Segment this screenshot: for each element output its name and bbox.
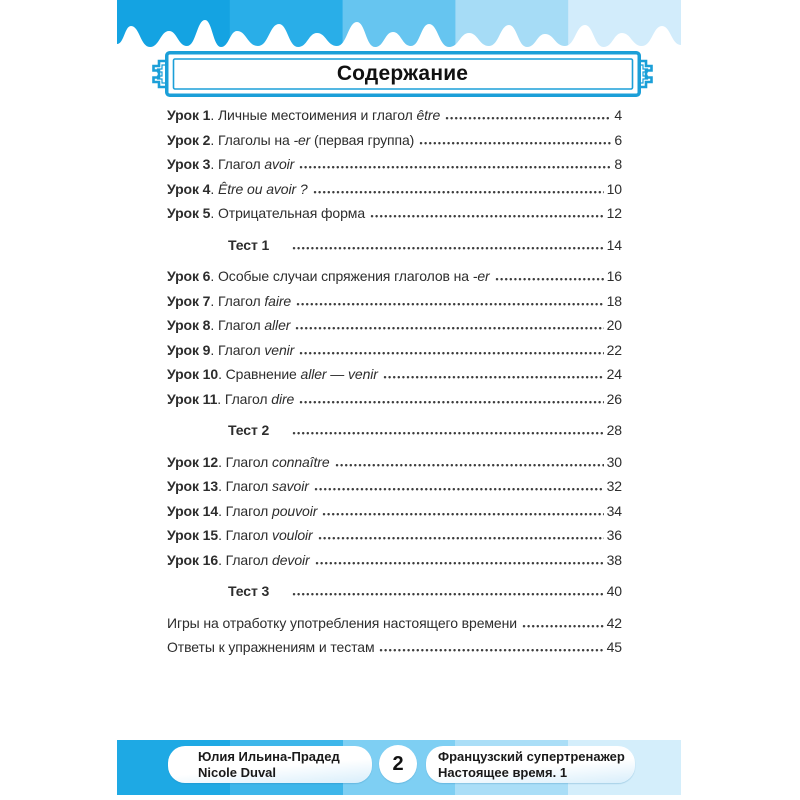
toc-entry — [167, 293, 622, 318]
toc-entry-separator: . — [210, 156, 218, 172]
toc-entry-prefix: Урок 8 — [167, 317, 211, 333]
footer-series-subtitle: Настоящее время. 1 — [438, 764, 568, 780]
toc-entry — [167, 478, 622, 503]
toc-entry-prefix: Урок 13 — [167, 478, 219, 494]
dot-leader — [299, 392, 603, 404]
toc-entry — [167, 454, 622, 479]
toc-entry-title: Глагол vouloir — [225, 527, 313, 543]
toc-entry — [167, 181, 622, 206]
toc-entry-title: Être ou avoir ? — [217, 180, 308, 197]
contents-title-box — [150, 51, 655, 97]
toc-entry-separator: . — [218, 366, 226, 382]
footer-page-badge — [379, 745, 417, 783]
toc-entry — [167, 205, 622, 230]
toc-entry-prefix: Тест 1 — [228, 236, 270, 253]
toc-page-number: 38 — [606, 551, 622, 568]
toc-entry-title: Глагол aller — [217, 317, 291, 333]
toc-entry-prefix: Урок 11 — [167, 390, 218, 407]
toc-entry-prefix: Тест 2 — [228, 422, 270, 438]
dot-leader — [299, 343, 603, 355]
toc-entry — [167, 268, 622, 293]
toc-page-number: 14 — [606, 236, 622, 253]
dot-leader — [295, 318, 603, 330]
toc-entry — [167, 527, 622, 552]
dot-leader — [370, 206, 604, 218]
toc-entry-prefix: Урок 12 — [167, 453, 219, 470]
toc-page-number: 30 — [606, 453, 622, 470]
toc-page-number: 22 — [606, 341, 622, 358]
toc-entry-title: Глагол pouvoir — [225, 502, 318, 519]
footer-page-number: 2 — [392, 752, 404, 775]
toc-entry-title: Личные местоимения и глагол être — [217, 107, 441, 123]
toc-page-number: 6 — [614, 131, 622, 148]
toc-entry-separator: . — [210, 205, 218, 221]
page-title: Содержание — [336, 62, 469, 85]
toc-entry-prefix: Урок 2 — [167, 131, 211, 148]
toc-entry-title: Глагол connaître — [225, 453, 330, 470]
dot-leader — [445, 108, 611, 120]
dot-leader — [313, 182, 604, 194]
toc-entry-separator: . — [210, 107, 218, 123]
dot-leader — [522, 616, 604, 628]
toc-entry-prefix: Урок 14 — [167, 502, 219, 519]
footer-band — [117, 740, 681, 795]
toc-entry-separator: . — [217, 390, 225, 407]
toc-page-number: 20 — [606, 317, 622, 333]
toc-entry-title: Глагол dire — [224, 390, 295, 407]
toc-entry — [167, 132, 622, 157]
toc-entry-title: Ответы к упражнениям и тестам — [167, 639, 375, 655]
toc-entry-title: Отрицательная форма — [217, 205, 366, 221]
toc-page-number: 18 — [606, 292, 622, 309]
dot-leader — [379, 640, 603, 652]
toc-entry-separator: . — [218, 453, 226, 470]
toc-entry-test — [167, 237, 622, 262]
dot-leader — [292, 584, 603, 596]
dot-leader — [296, 294, 604, 306]
toc-page-number: 32 — [606, 478, 622, 494]
toc-entry-separator: . — [218, 551, 226, 568]
footer-author-fr: Nicole Duval — [198, 764, 277, 780]
toc-entry — [167, 156, 622, 181]
toc-entry-separator: . — [218, 478, 226, 494]
toc-entry-title: Глагол avoir — [217, 156, 295, 172]
toc-entry-prefix: Урок 6 — [167, 268, 211, 284]
toc-entry-prefix: Урок 7 — [167, 292, 211, 309]
toc-entry — [167, 639, 622, 664]
toc-entry-title: Особые случаи спряжения глаголов на -er — [217, 268, 490, 284]
toc-entry-separator: . — [210, 292, 218, 309]
toc-entry-title: Глаголы на -er (первая группа) — [217, 131, 415, 148]
footer-series-title: Французский супертренажер — [438, 748, 625, 764]
toc-entry — [167, 615, 622, 640]
dot-leader — [322, 504, 603, 516]
toc-entry-title: Глагол savoir — [225, 478, 309, 494]
footer-author-ru: Юлия Ильина-Прадед — [198, 748, 340, 764]
toc-entry-test — [167, 583, 622, 608]
dot-leader — [419, 133, 611, 145]
toc-page-number: 42 — [606, 614, 622, 631]
dot-leader — [315, 553, 604, 565]
toc-entry-prefix: Урок 1 — [167, 107, 211, 123]
toc-page-number: 12 — [606, 205, 622, 221]
toc-page-number: 24 — [606, 366, 622, 382]
toc-entry-separator: . — [210, 341, 218, 358]
footer-authors-pill — [168, 746, 372, 783]
toc-page-number: 28 — [606, 422, 622, 438]
toc-page-number: 40 — [606, 583, 622, 599]
toc-entry — [167, 107, 622, 132]
decorative-wave-band — [117, 0, 681, 52]
toc-entry-title: Сравнение aller — venir — [225, 366, 378, 382]
toc-page-number: 45 — [606, 639, 622, 655]
dot-leader — [495, 269, 604, 281]
toc-entry — [167, 342, 622, 367]
toc-entry-test — [167, 422, 622, 447]
dot-leader — [292, 238, 603, 250]
toc-entry-separator: . — [210, 131, 218, 148]
toc-entry-prefix: Урок 4 — [167, 180, 211, 197]
toc-list — [167, 107, 622, 664]
toc-entry-prefix: Урок 5 — [167, 205, 211, 221]
dot-leader — [299, 157, 611, 169]
toc-entry-prefix: Урок 3 — [167, 156, 211, 172]
toc-entry-separator: . — [210, 268, 218, 284]
dot-leader — [318, 528, 604, 540]
toc-page-number: 36 — [606, 527, 622, 543]
toc-entry-separator: . — [218, 502, 226, 519]
dot-leader — [314, 479, 604, 491]
toc-entry-prefix: Тест 3 — [228, 583, 270, 599]
toc-page-number: 34 — [606, 502, 622, 519]
toc-entry-separator: . — [210, 317, 218, 333]
toc-entry-prefix: Урок 9 — [167, 341, 211, 358]
toc-page-number: 26 — [606, 390, 622, 407]
toc-entry-separator: . — [210, 180, 218, 197]
toc-entry — [167, 366, 622, 391]
toc-entry-title: Глагол devoir — [225, 551, 310, 568]
toc-entry-title: Глагол faire — [217, 292, 292, 309]
toc-page-number: 4 — [614, 107, 622, 123]
toc-entry-prefix: Урок 16 — [167, 551, 219, 568]
toc-entry-prefix: Урок 10 — [167, 366, 219, 382]
dot-leader — [335, 455, 604, 467]
dot-leader — [292, 423, 603, 435]
toc-page-number: 16 — [606, 268, 622, 284]
toc-entry — [167, 552, 622, 577]
toc-entry — [167, 391, 622, 416]
toc-entry-title: Игры на отработку употребления настоящего времени — [167, 614, 517, 631]
toc-entry-separator: . — [218, 527, 226, 543]
toc-page-number: 8 — [614, 156, 622, 172]
toc-entry-title: Глагол venir — [217, 341, 295, 358]
dot-leader — [383, 367, 604, 379]
toc-entry — [167, 503, 622, 528]
toc-entry — [167, 317, 622, 342]
toc-page-number: 10 — [606, 180, 622, 197]
toc-entry-prefix: Урок 15 — [167, 527, 219, 543]
footer-series-pill — [426, 746, 635, 783]
